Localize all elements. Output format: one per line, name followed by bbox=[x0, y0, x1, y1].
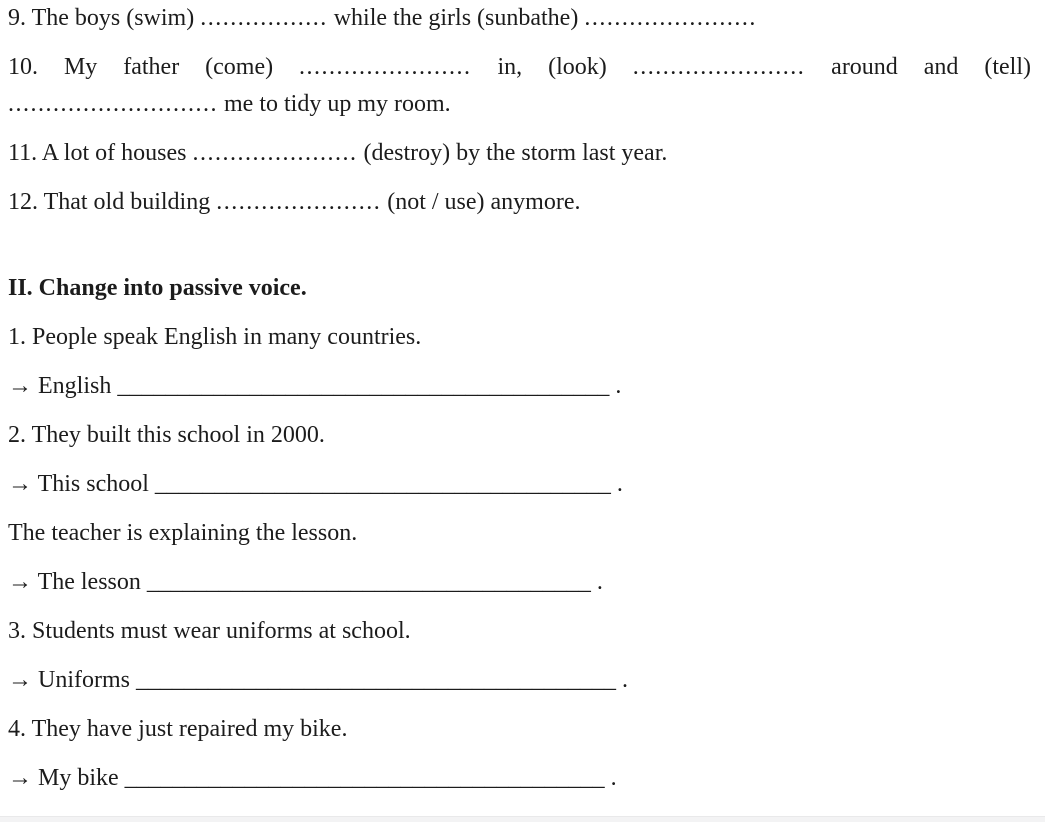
sentence-text: 4. They have just repaired my bike. bbox=[8, 716, 348, 742]
exercise-item-11 bbox=[8, 135, 1031, 172]
answer-prefix: English bbox=[38, 373, 112, 399]
exercise-item-12 bbox=[8, 184, 1031, 221]
dotted-blank: ...................... bbox=[216, 189, 382, 215]
sentence-line-5 bbox=[8, 711, 1031, 748]
exercise-item-10 bbox=[8, 49, 1031, 123]
answer-period: . bbox=[622, 667, 628, 693]
dotted-blank: ....................... bbox=[299, 54, 472, 80]
section-heading: II. Change into passive voice. bbox=[8, 275, 307, 301]
item-text: around and (tell) bbox=[805, 54, 1031, 80]
item-text: 12. That old building bbox=[8, 189, 217, 215]
arrow-right-icon: → bbox=[8, 373, 32, 399]
item-text: in, (look) bbox=[471, 54, 633, 80]
exercise-item-10-line2 bbox=[8, 86, 1031, 123]
sentence-line-3 bbox=[8, 515, 1031, 552]
dotted-blank: ...................... bbox=[192, 140, 358, 166]
sentence-text: 3. Students must wear uniforms at school. bbox=[8, 618, 411, 644]
answer-period: . bbox=[610, 765, 617, 791]
dotted-blank: ............................ bbox=[8, 91, 218, 117]
item-text: 10. My father (come) bbox=[8, 54, 300, 80]
answer-line-4 bbox=[8, 662, 1031, 699]
answer-prefix: This school bbox=[37, 471, 149, 497]
sentence-text: The teacher is explaining the lesson. bbox=[8, 520, 358, 546]
page-bottom-edge bbox=[0, 816, 1045, 822]
answer-prefix: The lesson bbox=[37, 569, 141, 595]
dotted-blank: ....................... bbox=[632, 54, 806, 80]
answer-period: . bbox=[616, 471, 623, 497]
sentence-text: 1. People speak English in many countries. bbox=[8, 324, 422, 350]
dotted-blank: ....................... bbox=[584, 5, 757, 31]
underscore-blank: ________________________________________ bbox=[124, 765, 605, 791]
answer-prefix: My bike bbox=[38, 765, 119, 791]
sentence-line-4 bbox=[8, 613, 1031, 650]
arrow-right-icon: → bbox=[8, 471, 32, 497]
underscore-blank: _____________________________________ bbox=[146, 569, 591, 595]
answer-line-2 bbox=[8, 466, 1031, 503]
sentence-line-1 bbox=[8, 319, 1031, 356]
sentence-text: 2. They built this school in 2000. bbox=[8, 422, 325, 448]
answer-line-3 bbox=[8, 564, 1031, 601]
answer-prefix: Uniforms bbox=[38, 667, 130, 693]
exercise-item-9 bbox=[8, 0, 1031, 37]
answer-period: . bbox=[615, 373, 622, 399]
underscore-blank: ________________________________________ bbox=[136, 667, 616, 693]
answer-period: . bbox=[596, 569, 603, 595]
item-text: while the girls (sunbathe) bbox=[327, 5, 585, 31]
underscore-blank: ______________________________________ bbox=[154, 471, 611, 497]
dotted-blank: ................. bbox=[200, 5, 328, 31]
sentence-line-2 bbox=[8, 417, 1031, 454]
answer-line-5 bbox=[8, 760, 1031, 797]
answer-line-1 bbox=[8, 368, 1031, 405]
item-text: (not / use) anymore. bbox=[381, 189, 581, 215]
item-text: me to tidy up my room. bbox=[218, 91, 451, 117]
item-text: 11. A lot of houses bbox=[8, 140, 193, 166]
item-text: 9. The boys (swim) bbox=[8, 5, 201, 31]
exercise-item-10-line1 bbox=[8, 49, 1031, 86]
underscore-blank: _________________________________________ bbox=[117, 373, 610, 399]
arrow-right-icon: → bbox=[8, 765, 32, 791]
arrow-right-icon: → bbox=[8, 667, 32, 693]
item-text: (destroy) by the storm last year. bbox=[357, 140, 668, 166]
arrow-right-icon: → bbox=[8, 569, 32, 595]
